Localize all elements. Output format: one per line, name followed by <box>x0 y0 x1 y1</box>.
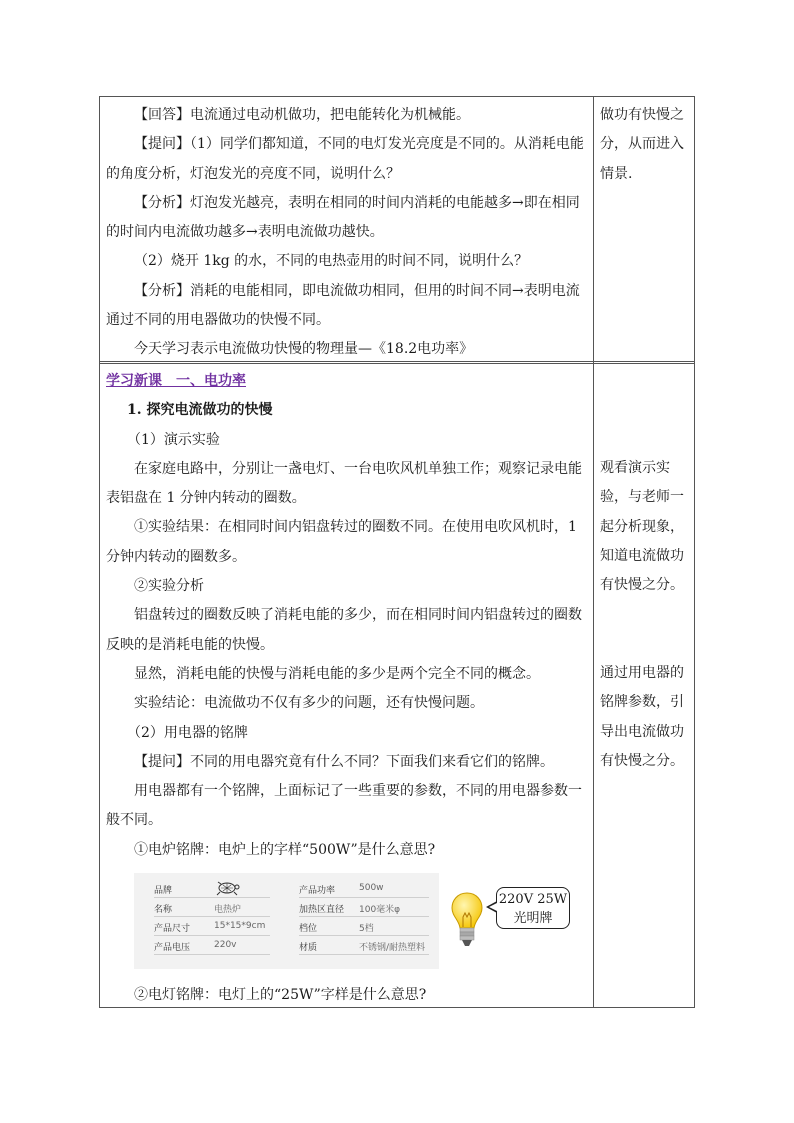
bulb-label-bubble <box>496 887 570 929</box>
nameplate-title: （2）用电器的铭牌 <box>127 724 248 741</box>
demo-title: （1）演示实验 <box>127 431 220 448</box>
nameplate-row: 档位 5档 <box>299 921 429 936</box>
upper-side-cell: 做功有快慢之分，从而进入情景. <box>600 107 684 182</box>
stove-question: ①电炉铭牌：电炉上的字样“500W”是什么意思? <box>134 841 436 858</box>
nameplate-row: 品牌 <box>154 883 270 898</box>
nameplate-question: 【提问】不同的用电器究竟有什么不同？下面我们来看它们的铭牌。 <box>134 753 554 770</box>
conclusion-text: 实验结论：电流做功不仅有多少的问题，还有快慢问题。 <box>134 695 484 712</box>
demo-text: 在家庭电路中，分别让一盏电灯、一台电吹风机单独工作；观察记录电能表铝盘在 1 分钟内转动的圈数。 <box>106 460 582 507</box>
subsection-title: 1. 探究电流做功的快慢 <box>127 402 273 419</box>
lower-main-cell <box>106 367 586 865</box>
intro-line: 今天学习表示电流做功快慢的物理量—《18.2电功率》 <box>134 341 474 358</box>
turtle-logo-icon <box>212 880 242 896</box>
analysis-line: 【分析】灯泡发光越亮，表明在相同的时间内消耗的电能越多→即在相同的时间内电流做功越多→表明电流做功越快。 <box>106 194 580 241</box>
light-bulb-icon <box>450 891 484 951</box>
bubble-tail-inner <box>489 903 497 911</box>
nameplate-row: 名称 电热炉 <box>154 902 270 917</box>
bulb-brand: 光明牌 <box>513 911 553 926</box>
concept-text: 显然，消耗电能的快慢与消耗电能的多少是两个完全不同的概念。 <box>134 665 540 682</box>
lower-side-cell-1: 观看演示实验，与老师一起分析现象，知道电流做功有快慢之分。 <box>600 460 684 594</box>
column-divider <box>593 97 594 1007</box>
nameplate-row: 产品尺寸 15*15*9cm <box>154 921 270 936</box>
nameplate-row: 产品电压 220v <box>154 940 270 955</box>
analysis2-line: 【分析】消耗的电能相同，即电流做功相同，但用的时间不同→表明电流通过不同的用电器做功的快慢不同。 <box>106 282 580 329</box>
upper-main-cell <box>106 101 586 365</box>
nameplate-row: 材质 不锈钢/耐热塑料 <box>299 940 429 955</box>
section-heading: 学习新课 一、电功率 <box>106 373 246 389</box>
analysis-title: ②实验分析 <box>134 578 204 595</box>
lamp-question-cell <box>106 981 586 1010</box>
nameplate-row: 加热区直径 100毫米φ <box>299 902 429 917</box>
bulb-rating: 220V 25W <box>498 892 568 907</box>
lesson-table <box>99 96 695 1008</box>
answer-line: 【回答】电流通过电动机做功，把电能转化为机械能。 <box>134 107 470 123</box>
analysis-text: 铝盘转过的圈数反映了消耗电能的多少，而在相同时间内铝盘转过的圈数反映的是消耗电能的快慢。 <box>106 607 582 653</box>
stove-nameplate <box>134 873 439 969</box>
nameplate-row: 产品功率 500w <box>299 883 429 898</box>
lamp-question: ②电灯铭牌：电灯上的“25W”字样是什么意思? <box>134 987 427 1003</box>
result-text: ①实验结果：在相同时间内铝盘转过的圈数不同。在使用电吹风机时，1 分钟内转动的圈数多。 <box>106 519 577 565</box>
question-line: 【提问】（1）同学们都知道，不同的电灯发光亮度是不同的。从消耗电能的角度分析，灯泡发光的亮度不同，说明什么？ <box>106 136 584 182</box>
lower-side-cell-2: 通过用电器的铭牌参数，引导出电流做功有快慢之分。 <box>600 665 684 769</box>
nameplate-text: 用电器都有一个铭牌，上面标记了一些重要的参数，不同的用电器参数一般不同。 <box>106 783 582 829</box>
question2-line: （2）烧开 1kg 的水，不同的电热壶用的时间不同，说明什么？ <box>134 253 529 270</box>
